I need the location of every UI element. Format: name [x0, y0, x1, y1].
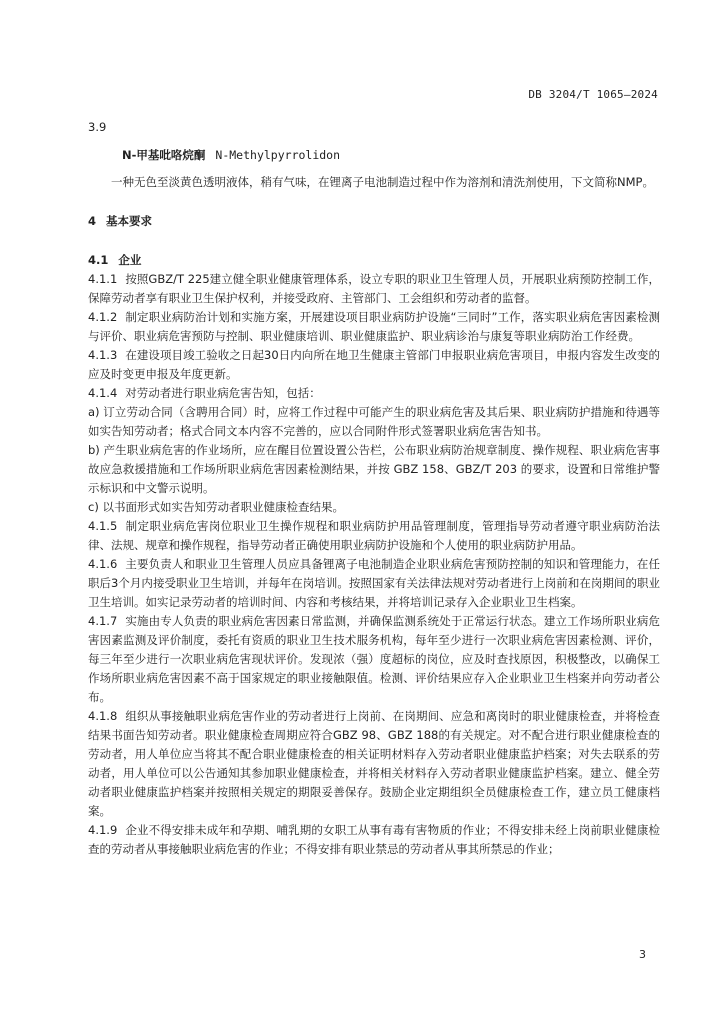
clause-4-1-5	[88, 517, 660, 555]
clause-id: 4.1.7	[88, 614, 118, 628]
clause-4-1-8	[88, 707, 660, 821]
document-header: DB 3204/T 1065—2024	[528, 88, 658, 101]
clause-4-1-7	[88, 612, 660, 707]
clause-text: 主要负责人和职业卫生管理人员应具备锂离子电池制造企业职业病危害预防控制的知识和管理能力，在任职后3个月内接受职业卫生培训，并每年在岗培训。按照国家有关法律法规对劳动者进行上岗前和在岗期间的职业卫生培训。如实记录劳动者的培训时间、内容和考核结果，并将培训记录存入企业职业卫生档案。	[88, 557, 660, 609]
clause-id: 4.1.2	[88, 310, 118, 324]
page-number: 3	[639, 948, 646, 961]
clause-id: 4.1.1	[88, 272, 118, 286]
term-en: N-Methylpyrrolidon	[215, 148, 341, 162]
clause-text: 组织从事接触职业病危害作业的劳动者进行上岗前、在岗期间、应急和离岗时的职业健康检查，并将检查结果书面告知劳动者。职业健康检查周期应符合GBZ 98、GBZ 188的有关规定。对不配合进行职业健康检查的劳动者，用人单位应当将其不配合职业健康检查的相关证明材料存入劳动者职业健康监护档案；对失去联系的劳动者，用人单位可以公告通知其参加职业健康检查，并将相关材料存入劳动者职业健康监护档案。建立、健全劳动者职业健康监护档案并按照相关规定的期限妥善保存。鼓励企业定期组织全员健康检查工作，建立员工健康档案。	[88, 709, 660, 818]
clause-4-1-1	[88, 270, 660, 308]
clause-4-1-3	[88, 346, 660, 384]
clause-text: 对劳动者进行职业病危害告知，包括：	[125, 386, 321, 400]
term-number: 3.9	[88, 120, 107, 134]
section-4-1-title: 企业	[118, 253, 142, 267]
term-title	[88, 145, 660, 165]
clause-4-1-6	[88, 555, 660, 612]
section-4-1-heading	[88, 251, 660, 270]
clause-4-1-4-c: c) 以书面形式如实告知劳动者职业健康检查结果。	[88, 500, 344, 514]
clause-4-1-9	[88, 821, 660, 859]
clause-4-1-4-a: a) 订立劳动合同（含聘用合同）时，应将工作过程中可能产生的职业病危害及其后果、职业病防护措施和待遇等如实告知劳动者；格式合同文本内容不完善的，应以合同附件形式签署职业病危害告知书。	[88, 405, 660, 438]
clause-4-1-4-b: b) 产生职业病危害的作业场所，应在醒目位置设置公告栏，公布职业病防治规章制度、操作规程、职业病危害事故应急救援措施和工作场所职业病危害因素检测结果，并按 GBZ 158、GBZ/T 203 的要求，设置和日常维护警示标识和中文警示说明。	[88, 443, 660, 495]
clause-text: 制定职业病危害岗位职业卫生操作规程和职业病防护用品管理制度，管理指导劳动者遵守职业病防治法律、法规、规章和操作规程，指导劳动者正确使用职业病防护设施和个人使用的职业病防护用品。	[88, 519, 660, 552]
clause-id: 4.1.8	[88, 709, 118, 723]
clause-id: 4.1.3	[88, 348, 118, 362]
term-cn: N-甲基吡咯烷酮	[122, 148, 206, 162]
section-4-1-number: 4.1	[88, 253, 109, 267]
clause-4-1-2	[88, 308, 660, 346]
section-4-title: 基本要求	[106, 214, 153, 228]
clause-id: 4.1.4	[88, 386, 118, 400]
clause-text: 制定职业病防治计划和实施方案，开展建设项目职业病防护设施“三同时”工作，落实职业病危害因素检测与评价、职业病危害预防与控制、职业健康培训、职业健康监护、职业病诊治与康复等职业病防治工作经费。	[88, 310, 660, 343]
clause-4-1-4	[88, 384, 660, 403]
clause-text: 按照GBZ/T 225建立健全职业健康管理体系，设立专职的职业卫生管理人员，开展职业病预防控制工作，保障劳动者享有职业卫生保护权利，并接受政府、主管部门、工会组织和劳动者的监督。	[88, 272, 660, 305]
section-4-number: 4	[88, 214, 97, 228]
clause-id: 4.1.5	[88, 519, 118, 533]
clause-text: 在建设项目竣工验收之日起30日内向所在地卫生健康主管部门申报职业病危害项目，申报内容发生改变的应及时变更申报及年度更新。	[88, 348, 660, 381]
clause-text: 实施由专人负责的职业病危害因素日常监测，并确保监测系统处于正常运行状态。建立工作场所职业病危害因素监测及评价制度，委托有资质的职业卫生技术服务机构，每年至少进行一次职业病危害因素检测、评价，每三年至少进行一次职业病危害现状评价。发现浓（强）度超标的岗位，应及时查找原因，积极整改，以确保工作场所职业病危害因素不高于国家规定的职业接触限值。检测、评价结果应存入企业职业卫生档案并向劳动者公布。	[88, 614, 660, 704]
clause-text: 企业不得安排未成年和孕期、哺乳期的女职工从事有毒有害物质的作业；不得安排未经上岗前职业健康检查的劳动者从事接触职业病危害的作业；不得安排有职业禁忌的劳动者从事其所禁忌的作业；	[88, 823, 660, 856]
term-definition: 一种无色至淡黄色透明液体，稍有气味，在锂离子电池制造过程中作为溶剂和清洗剂使用，下文简称NMP。	[111, 175, 654, 189]
section-4-heading	[88, 212, 660, 231]
document-body	[88, 118, 660, 859]
clause-id: 4.1.6	[88, 557, 118, 571]
clause-id: 4.1.9	[88, 823, 118, 837]
